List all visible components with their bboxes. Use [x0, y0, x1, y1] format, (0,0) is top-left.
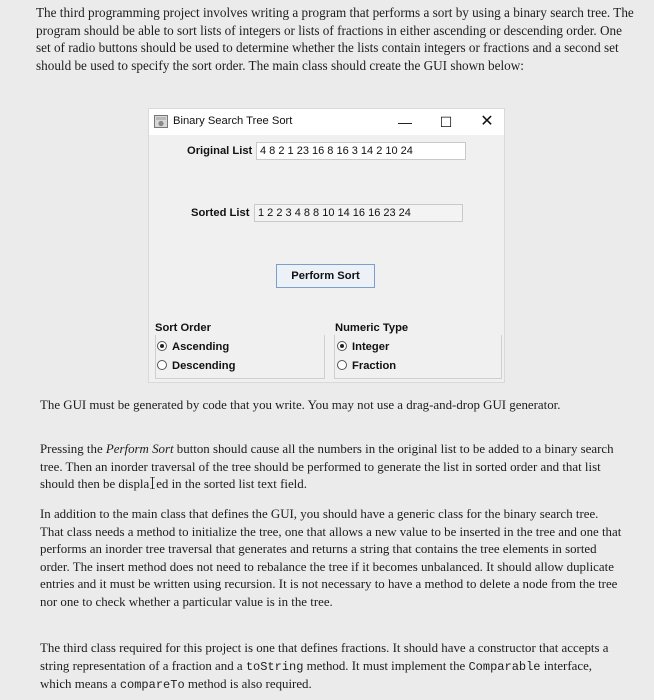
app-window [148, 108, 505, 383]
perform-sort-paragraph [40, 441, 625, 494]
sorted-list-field[interactable]: 1 2 2 3 4 8 8 10 14 16 16 23 24 [254, 204, 463, 222]
perform-sort-text-1: Pressing the [40, 442, 106, 456]
close-button[interactable]: ✕ [480, 113, 494, 130]
original-list-field[interactable]: 4 8 2 1 23 16 8 16 3 14 2 10 24 [256, 142, 466, 160]
radio-ascending[interactable] [157, 341, 229, 353]
perform-sort-italic: Perform Sort [105, 442, 174, 456]
numeric-type-title: Numeric Type [335, 322, 409, 334]
radio-ascending-label: Ascending [172, 341, 230, 353]
original-list-label: Original List [187, 145, 253, 157]
minimize-button[interactable]: — [398, 114, 412, 130]
tostring-code: toString [245, 659, 304, 674]
radio-integer[interactable] [337, 341, 389, 353]
perform-sort-text-2: button should cause all the numbers in the original list to be added to a binary search tree. Then an inorder traversal of the tree should be performed to generate the list in sorted order and that list should then be displa [40, 442, 614, 492]
radio-integer-label: Integer [352, 341, 390, 353]
radio-unselected-icon [337, 360, 347, 370]
fraction-text-4: method is also required. [184, 677, 312, 692]
maximize-button[interactable]: ☐ [439, 114, 453, 130]
radio-unselected-icon [157, 360, 167, 370]
gui-requirement-paragraph: The GUI must be generated by code that you write. You may not use a drag-and-drop GUI generator. [40, 398, 561, 412]
radio-descending[interactable] [157, 360, 235, 372]
radio-fraction[interactable] [337, 360, 396, 372]
window-title: Binary Search Tree Sort [173, 115, 293, 127]
bst-class-paragraph: In addition to the main class that defines the GUI, you should have a generic class for the binary search tree. That class needs a method to initialize the tree, one that allows a new value to be inserted in the tree and one that performs an inorder tree traversal that generates and returns a string that contains the tree elements in sorted order. The insert method does not need to rebalance the tree if it becomes unbalanced. It should allow duplicate entries and it must be written using recursion. It is not necessary to have a method to delete a node from the tree nor one to check whether a particular value is in the tree. [40, 507, 622, 609]
radio-selected-icon [337, 341, 347, 351]
title-bar [149, 109, 504, 135]
java-app-icon [154, 115, 168, 128]
compareto-code: compareTo [119, 678, 185, 693]
fraction-text-2: method. It must implement the [303, 658, 469, 673]
radio-selected-icon [157, 341, 167, 351]
radio-fraction-label: Fraction [352, 360, 397, 372]
sort-order-title: Sort Order [155, 322, 211, 334]
perform-sort-button[interactable]: Perform Sort [276, 264, 375, 288]
fraction-text-1: The third class required for this project is one that defines fractions. It should have a constructor that accepts a string representation of a fraction and a [40, 641, 609, 673]
perform-sort-text-3: ed in the sorted list text field. [156, 477, 307, 492]
intro-paragraph: The third programming project involves writing a program that performs a sort by using a binary search tree. The program should be able to sort lists of integers or lists of fractions in either ascending or descending order. One set of radio buttons should be used to determine whether the lists contain integers or fractions and a second set should be used to specify the sort order. The main class should create the GUI shown below: [36, 5, 634, 73]
sorted-list-label: Sorted List [191, 207, 250, 219]
fraction-class-paragraph [40, 640, 625, 695]
comparable-code: Comparable [468, 659, 541, 674]
radio-descending-label: Descending [172, 360, 236, 372]
fraction-text-3: interface, which means a [40, 658, 593, 692]
